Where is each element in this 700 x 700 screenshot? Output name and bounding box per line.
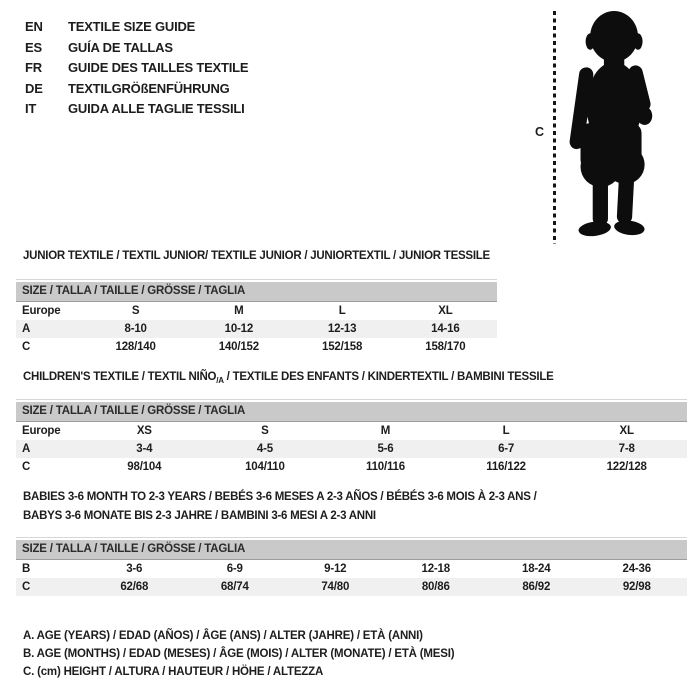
size-cell: L — [502, 425, 510, 437]
months-cell: 6-9 — [226, 563, 243, 575]
legend-line-a: A. AGE (YEARS) / EDAD (AÑOS) / ÂGE (ANS) / ALTER (JAHRE) / ETÀ (ANNI) — [23, 630, 423, 642]
guide-title-it: GUIDA ALLE TAGLIE TESSILI — [68, 101, 245, 116]
table-row-height — [16, 458, 687, 476]
title-text: / TEXTILE DES ENFANTS / KINDERTEXTIL / BAMBINI TESSILE — [223, 371, 554, 383]
table-row-europe — [16, 302, 497, 320]
table-row-months — [16, 560, 687, 578]
months-cell: 3-6 — [126, 563, 143, 575]
size-cell: XL — [619, 425, 634, 437]
section-title-babies — [23, 488, 537, 525]
title-subscript: /A — [216, 375, 224, 385]
legend-line-b: B. AGE (MONTHS) / EDAD (MESES) / ÂGE (MOIS) / ALTER (MONATE) / ETÀ (MESI) — [23, 648, 455, 660]
row-label: B — [22, 563, 31, 575]
size-header-bar: SIZE / TALLA / TAILLE / GRÖSSE / TAGLIA — [16, 402, 687, 422]
language-code: FR — [25, 60, 42, 75]
guide-title-de: TEXTILGRÖßENFÜHRUNG — [68, 80, 230, 96]
measure-legend — [23, 627, 454, 681]
height-cell: 158/170 — [425, 341, 466, 353]
language-code: IT — [25, 101, 37, 116]
age-cell: 3-4 — [136, 443, 153, 455]
table-row-age — [16, 320, 497, 338]
height-cell: 152/158 — [322, 341, 363, 353]
toddler-shape — [569, 11, 653, 238]
months-cell: 9-12 — [324, 563, 347, 575]
height-cell: 86/92 — [522, 581, 551, 593]
title-line-1: BABIES 3-6 MONTH TO 2-3 YEARS / BEBÉS 3-6 MESES A 2-3 AÑOS / BÉBÉS 3-6 MOIS À 2-3 ANS / — [23, 491, 537, 503]
age-cell: 12-13 — [327, 323, 357, 335]
title-line-2: BABYS 3-6 MONATE BIS 2-3 JAHRE / BAMBINI 3-6 MESI A 2-3 ANNI — [23, 509, 376, 522]
language-code: EN — [25, 19, 43, 34]
language-title-list — [25, 17, 248, 120]
row-label: C — [22, 461, 31, 473]
table-top-rule — [16, 399, 687, 400]
size-cell: M — [380, 425, 391, 437]
row-label: Europe — [22, 425, 61, 437]
age-cell: 8-10 — [124, 323, 147, 335]
title-text: CHILDREN'S TEXTILE / TEXTIL NIÑO — [23, 371, 217, 383]
table-top-rule — [16, 279, 497, 280]
height-cell: 128/140 — [115, 341, 156, 353]
height-cell: 80/86 — [421, 581, 450, 593]
table-row-height — [16, 578, 687, 596]
language-row-es — [25, 38, 248, 59]
language-row-de — [25, 79, 248, 100]
size-cell: M — [234, 305, 244, 317]
table-row-height — [16, 338, 497, 356]
size-cell: XS — [136, 425, 152, 437]
height-cell: 104/110 — [245, 461, 285, 473]
guide-title-en: TEXTILE SIZE GUIDE — [68, 19, 196, 34]
age-cell: 10-12 — [224, 323, 254, 335]
row-label: Europe — [22, 305, 61, 317]
row-label: C — [22, 581, 31, 593]
language-code: DE — [25, 80, 43, 96]
height-cell: 140/152 — [218, 341, 259, 353]
size-cell: XL — [438, 305, 453, 317]
row-label: A — [22, 443, 31, 455]
table-row-europe — [16, 422, 687, 440]
guide-title-fr: GUIDE DES TAILLES TEXTILE — [68, 60, 249, 75]
age-cell: 7-8 — [618, 443, 635, 455]
table-row-age — [16, 440, 687, 458]
height-cell: 98/104 — [127, 461, 162, 473]
row-label: C — [22, 341, 31, 353]
toddler-silhouette-icon — [556, 9, 662, 241]
language-row-fr — [25, 58, 248, 79]
months-cell: 24-36 — [622, 563, 651, 575]
section-title-junior: JUNIOR TEXTILE / TEXTIL JUNIOR/ TEXTILE JUNIOR / JUNIORTEXTIL / JUNIOR TESSILE — [23, 250, 490, 262]
age-cell: 14-16 — [431, 323, 460, 335]
size-cell: S — [131, 305, 140, 317]
age-cell: 5-6 — [377, 443, 394, 455]
months-cell: 18-24 — [522, 563, 551, 575]
size-header-bar: SIZE / TALLA / TAILLE / GRÖSSE / TAGLIA — [16, 282, 497, 302]
height-cell: 62/68 — [120, 581, 149, 593]
legend-line-c: C. (cm) HEIGHT / ALTURA / HAUTEUR / HÖHE / ALTEZZA — [23, 666, 324, 678]
junior-size-table — [16, 279, 497, 356]
height-cell: 110/116 — [366, 461, 405, 473]
section-title-children — [23, 371, 554, 383]
months-cell: 12-18 — [421, 563, 450, 575]
language-code: ES — [25, 39, 42, 55]
language-row-it — [25, 99, 248, 120]
table-top-rule — [16, 537, 687, 538]
row-label: A — [22, 323, 31, 335]
size-header-bar: SIZE / TALLA / TAILLE / GRÖSSE / TAGLIA — [16, 540, 687, 560]
height-cell: 68/74 — [220, 581, 249, 593]
guide-title-es: GUÍA DE TALLAS — [68, 39, 173, 55]
age-cell: 4-5 — [256, 443, 273, 455]
height-cell: 122/128 — [606, 461, 647, 473]
height-cell: 92/98 — [622, 581, 651, 593]
height-measure-label: C — [535, 125, 545, 139]
height-cell: 74/80 — [321, 581, 350, 593]
language-row-en — [25, 17, 248, 38]
size-cell: S — [261, 425, 269, 437]
height-cell: 116/122 — [486, 461, 526, 473]
children-size-table — [16, 399, 687, 476]
babies-size-table — [16, 537, 687, 596]
size-cell: L — [338, 305, 346, 317]
age-cell: 6-7 — [498, 443, 515, 455]
